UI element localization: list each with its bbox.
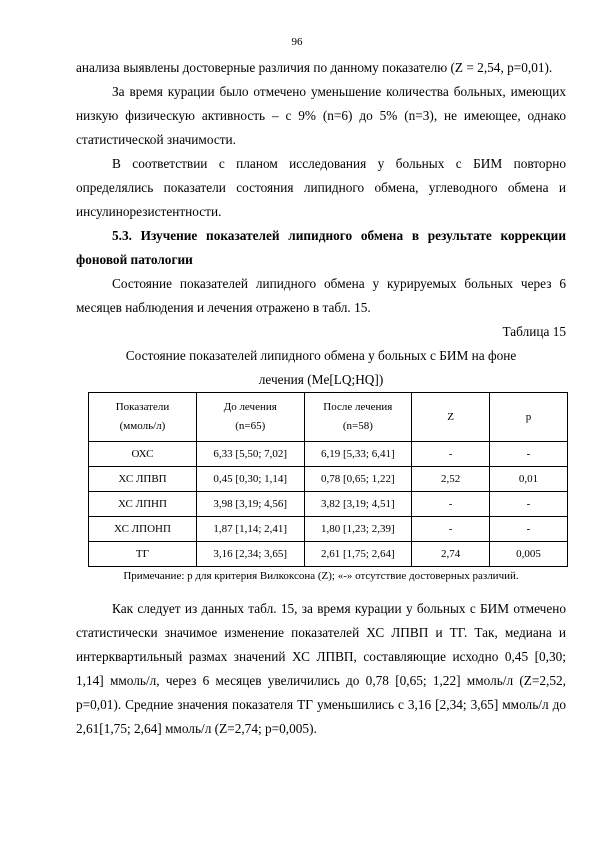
cell-indicator: ТГ xyxy=(89,542,197,567)
cell-p: - xyxy=(490,442,568,467)
cell-indicator: ХС ЛПВП xyxy=(89,467,197,492)
page-number: 96 xyxy=(291,36,303,48)
cell-before: 6,33 [5,50; 7,02] xyxy=(196,442,304,467)
cell-after: 0,78 [0,65; 1,22] xyxy=(304,467,412,492)
paragraph-2: За время курации было отмечено уменьшение количества больных, имеющих низкую физическую активность – с 9% (n=6) до 5% (n=3), не имеющее, однако статистической значимости. xyxy=(76,84,566,147)
cell-indicator: ОХС xyxy=(89,442,197,467)
cell-p: - xyxy=(490,492,568,517)
paragraph-4: Состояние показателей липидного обмена у курируемых больных через 6 месяцев наблюдения и лечения отражено в табл. 15. xyxy=(76,276,566,315)
cell-z: 2,52 xyxy=(412,467,490,492)
cell-indicator: ХС ЛПОНП xyxy=(89,517,197,542)
table-row xyxy=(89,442,568,467)
header-indicator xyxy=(89,393,197,442)
table-row xyxy=(89,542,568,567)
header-indicator-line2: (ммоль/л) xyxy=(119,420,166,432)
cell-p: 0,01 xyxy=(490,467,568,492)
cell-z: - xyxy=(412,517,490,542)
paragraph-1: анализа выявлены достоверные различия по данному показателю (Z = 2,54, p=0,01). xyxy=(76,60,553,75)
cell-z: - xyxy=(412,442,490,467)
cell-after: 3,82 [3,19; 4,51] xyxy=(304,492,412,517)
cell-z: - xyxy=(412,492,490,517)
section-heading: 5.3. Изучение показателей липидного обмена в результате коррекции фоновой патологии xyxy=(76,228,566,267)
cell-before: 0,45 [0,30; 1,14] xyxy=(196,467,304,492)
cell-after: 2,61 [1,75; 2,64] xyxy=(304,542,412,567)
header-before xyxy=(196,393,304,442)
cell-p: - xyxy=(490,517,568,542)
paragraph-5: Как следует из данных табл. 15, за время курации у больных с БИМ отмечено статистически значимое изменение показателей ХС ЛПВП и ТГ. Так, медиана и интерквартильный размах значений ХС ЛПВП, составляющие исходно 0,45 [0,30; 1,14] ммоль/л, через 6 месяцев увеличились до 0,78 [0,65; 1,22] ммоль/л (Z=2,52, p=0,01). Средние значения показателя ТГ уменьшились с 3,16 [2,34; 3,65] ммоль/л до 2,61[1,75; 2,64] ммоль/л (Z=2,74; p=0,005). xyxy=(76,601,566,736)
header-before-line2: (n=65) xyxy=(235,420,266,432)
table-row xyxy=(89,467,568,492)
table-caption: Состояние показателей липидного обмена у больных с БИМ на фоне лечения (Me[LQ;HQ]) xyxy=(125,348,517,387)
cell-before: 3,98 [3,19; 4,56] xyxy=(196,492,304,517)
header-before-line1: До лечения xyxy=(223,401,277,413)
cell-before: 1,87 [1,14; 2,41] xyxy=(196,517,304,542)
header-after-line2: (n=58) xyxy=(342,420,373,432)
lipid-table xyxy=(88,392,568,567)
header-indicator-line1: Показатели xyxy=(115,401,170,413)
paragraph-3: В соответствии с планом исследования у больных с БИМ повторно определялись показатели состояния липидного обмена, углеводного обмена и инсулинорезистентности. xyxy=(76,156,566,219)
cell-z: 2,74 xyxy=(412,542,490,567)
table-note: Примечание: p для критерия Вилкоксона (Z); «-» отсутствие достоверных различий. xyxy=(123,570,519,582)
page-content xyxy=(76,56,566,741)
cell-after: 6,19 [5,33; 6,41] xyxy=(304,442,412,467)
header-z: Z xyxy=(412,393,490,442)
cell-p: 0,005 xyxy=(490,542,568,567)
header-after xyxy=(304,393,412,442)
header-p: p xyxy=(490,393,568,442)
table-row xyxy=(89,517,568,542)
table-row xyxy=(89,492,568,517)
cell-before: 3,16 [2,34; 3,65] xyxy=(196,542,304,567)
table-header-row xyxy=(89,393,568,442)
table-label: Таблица 15 xyxy=(502,324,566,339)
cell-indicator: ХС ЛПНП xyxy=(89,492,197,517)
cell-after: 1,80 [1,23; 2,39] xyxy=(304,517,412,542)
header-after-line1: После лечения xyxy=(323,401,393,413)
